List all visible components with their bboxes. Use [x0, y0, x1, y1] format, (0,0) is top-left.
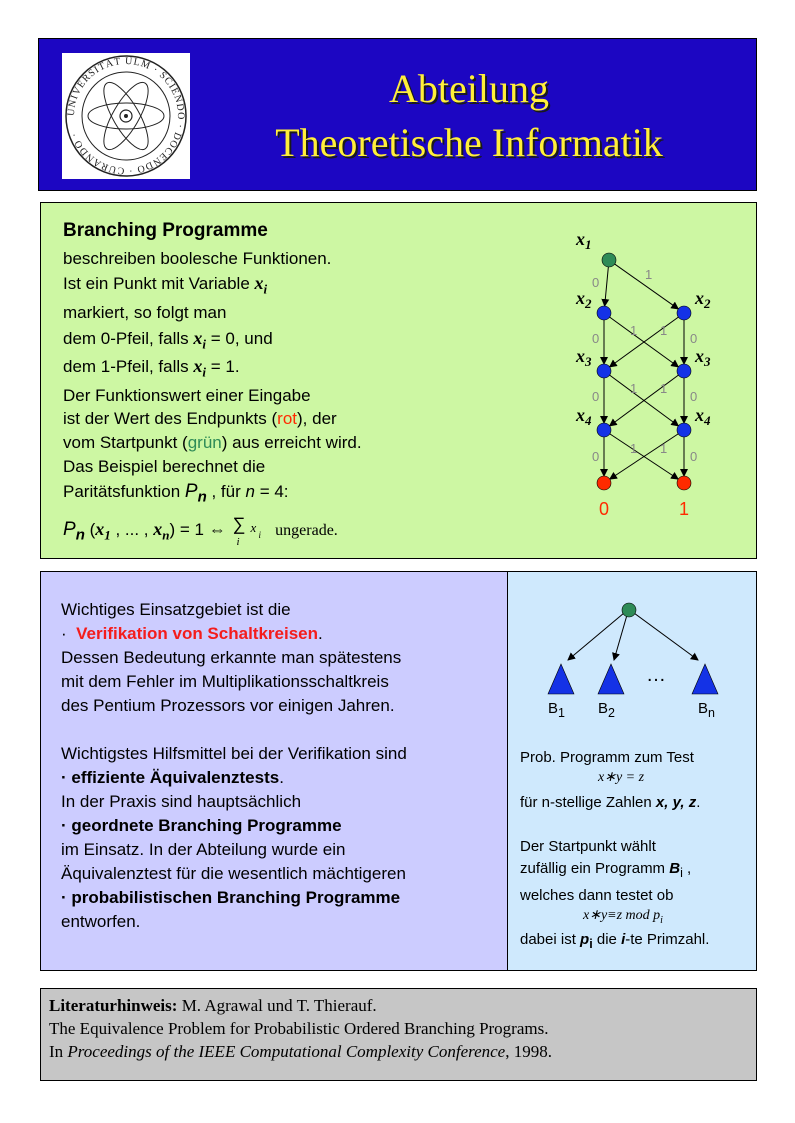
variable-label: $x_2$ — [695, 288, 711, 311]
edge-label: 1 — [660, 323, 668, 338]
text-line: markiert, so folgt man — [63, 303, 227, 322]
text-line — [63, 356, 240, 382]
university-logo — [62, 53, 190, 179]
text-line: Dessen Bedeutung erkannte man spätestens — [61, 648, 402, 667]
equation — [583, 907, 663, 930]
text-sub: i — [589, 937, 593, 951]
edge-label: 0 — [690, 389, 698, 404]
variable-node — [597, 423, 611, 437]
math-var: P — [184, 481, 198, 502]
variable-label: $x_3$ — [576, 346, 592, 369]
text-span: p — [580, 931, 590, 948]
text-span: ) = 1 ⇔ — [169, 520, 231, 539]
math-sub: n — [197, 488, 207, 506]
text-span: für n-stellige Zahlen — [520, 794, 656, 811]
highlight-term: Verifikation von Schaltkreisen — [76, 624, 318, 643]
math-var: x — [153, 519, 163, 539]
text-line: Das Beispiel berechnet die — [63, 457, 266, 476]
math-var: x — [254, 273, 264, 293]
edge-label: 1 — [630, 323, 638, 338]
university-seal-icon — [62, 53, 190, 179]
end-node-1 — [677, 476, 691, 490]
sum-index: i — [236, 536, 240, 548]
text-sub: i — [680, 866, 683, 880]
text-line — [63, 328, 273, 354]
text-span: . — [696, 794, 701, 811]
math-sub: i — [202, 336, 207, 352]
subprogram-triangle — [548, 664, 574, 694]
text-span: , ... , — [110, 520, 154, 539]
output-label: 0 — [598, 499, 610, 519]
sum-x-index: i — [258, 530, 261, 540]
text-span: , 1998. — [505, 1042, 552, 1061]
text-span: zufällig ein Programm — [520, 860, 670, 877]
text-span: B — [548, 700, 559, 717]
text-line: Prob. Programm zum Test — [520, 749, 694, 766]
math-var: P — [63, 519, 76, 540]
text-span: x∗y≡z mod p — [583, 908, 661, 923]
text-span: , — [682, 860, 692, 877]
variable-label: $x_3$ — [695, 346, 711, 369]
probabilistic-program-section — [507, 571, 757, 971]
bold-term: · effiziente Äquivalenztests — [61, 768, 280, 787]
subprogram-triangle — [598, 664, 624, 694]
text-line: Wichtigstes Hilfsmittel bei der Verifikation sind — [61, 744, 407, 763]
edge-label: 0 — [592, 275, 600, 290]
text-span: Paritätsfunktion — [63, 482, 185, 501]
text-line: beschreiben boolesche Funktionen. — [63, 249, 332, 268]
text-sub: n — [708, 706, 715, 720]
text-line: entworfen. — [61, 912, 141, 931]
reference-line — [49, 995, 377, 1017]
text-line — [520, 860, 691, 882]
text-line: des Pentium Prozessors vor einigen Jahren. — [61, 696, 395, 715]
text-span: i — [621, 931, 626, 948]
text-line — [63, 273, 267, 299]
sum-symbol — [230, 514, 270, 548]
title-line-1: Abteilung — [389, 66, 549, 111]
title-line-2: Theoretische Informatik — [275, 120, 663, 165]
text-span: = 1. — [206, 357, 240, 376]
bold-term: · geordnete Branching Programme — [61, 816, 342, 835]
text-line: mit dem Fehler im Multiplikationsschaltkreis — [61, 672, 389, 691]
text-span: B — [669, 860, 681, 877]
output-label: 1 — [678, 499, 690, 519]
text-line: Der Funktionswert einer Eingabe — [63, 386, 311, 405]
text-line: Wichtiges Einsatzgebiet ist die — [61, 600, 291, 619]
text-sub: 1 — [558, 706, 565, 720]
variable-node — [677, 364, 691, 378]
bold-term: · probabilistischen Branching Programme — [61, 888, 401, 907]
probabilistic-tree-diagram — [508, 572, 758, 722]
variable-label: $x_1$ — [576, 229, 592, 252]
text-sub: i — [660, 914, 663, 926]
text-span: dabei ist — [520, 931, 581, 948]
literature-reference — [40, 988, 757, 1081]
formula-line — [63, 514, 338, 548]
text-line — [61, 624, 323, 644]
edge-label: 0 — [592, 331, 600, 346]
edge-0 — [605, 267, 609, 306]
text-span: dem 1-Pfeil, falls — [63, 357, 194, 376]
text-span: ), der — [297, 409, 337, 428]
edge-label: 1 — [645, 267, 653, 282]
program-label — [548, 700, 565, 720]
text-line — [520, 931, 709, 953]
text-span: vom Startpunkt ( — [63, 433, 188, 452]
math-sub: i — [263, 281, 268, 297]
math-sub: 1 — [104, 527, 111, 543]
svg-text:UNIVERSITÄT ULM · SCIENDO · DO: UNIVERSITÄT ULM · SCIENDO · DOCENDO · CURANDO · — [65, 55, 187, 177]
text-line — [61, 768, 284, 788]
text-span: = 0, und — [206, 329, 273, 348]
text-span: . — [318, 624, 323, 643]
variable-label: $x_4$ — [576, 405, 592, 428]
edge-label: 0 — [592, 389, 600, 404]
variable-node — [677, 423, 691, 437]
bullet: · — [61, 624, 67, 643]
text-line: Der Startpunkt wählt — [520, 838, 656, 855]
text-line — [520, 794, 700, 812]
text-line — [63, 482, 289, 507]
branching-programme-section — [40, 202, 757, 559]
math-var: x — [95, 519, 105, 539]
math-var: n — [245, 482, 255, 501]
end-node-0 — [597, 476, 611, 490]
text-line: im Einsatz. In der Abteilung wurde ein — [61, 840, 346, 859]
text-line — [63, 409, 337, 429]
ellipsis: … — [646, 664, 666, 686]
text-span: -te Primzahl. — [625, 931, 710, 948]
text-span: In — [49, 1042, 68, 1061]
text-span: ) aus erreicht wird. — [221, 433, 362, 452]
math-sub: n — [162, 527, 170, 543]
edge-label: 0 — [592, 449, 600, 464]
subprogram-triangle — [692, 664, 718, 694]
text-line — [63, 433, 362, 453]
variable-node — [597, 306, 611, 320]
text-span: B — [698, 700, 709, 717]
start-node — [622, 603, 636, 617]
sum-sign: ∑ — [232, 514, 246, 534]
text-span: . — [279, 768, 284, 787]
edge-label: 1 — [660, 381, 668, 396]
sum-x: x — [250, 520, 257, 535]
text-span: Ist ein Punkt mit Variable — [63, 274, 255, 293]
section-heading: Branching Programme — [63, 220, 268, 241]
edge-label: 1 — [630, 441, 638, 456]
green-word: grün — [187, 433, 222, 452]
text-span: = 4: — [254, 482, 289, 501]
start-node — [602, 253, 616, 267]
equation: x∗y = z — [598, 770, 645, 785]
edge-label: 1 — [630, 381, 638, 396]
text-span: dem 0-Pfeil, falls — [63, 329, 194, 348]
text-span: Proceedings of the IEEE Computational Complexity Conference — [67, 1042, 506, 1061]
red-word: rot — [277, 409, 298, 428]
reference-authors: M. Agrawal und T. Thierauf. — [177, 996, 377, 1015]
branching-program-diagram — [526, 225, 711, 525]
reference-label: Literaturhinweis: — [49, 996, 178, 1015]
variable-node — [677, 306, 691, 320]
math-var: x — [193, 356, 203, 376]
program-label — [698, 700, 715, 720]
header-banner — [38, 38, 757, 191]
text-span: x, y, z — [655, 794, 697, 811]
edge-label: 0 — [690, 449, 698, 464]
text-span: ist der Wert des Endpunkts ( — [63, 409, 278, 428]
text-sub: 2 — [608, 706, 615, 720]
reference-title: The Equivalence Problem for Probabilistic Ordered Branching Programs. — [49, 1019, 549, 1038]
edge-label: 1 — [660, 441, 668, 456]
variable-label: $x_4$ — [695, 405, 711, 428]
reference-venue — [49, 1041, 552, 1063]
math-sub: n — [75, 526, 85, 544]
variable-node — [597, 364, 611, 378]
text-span: , für — [206, 482, 246, 501]
odd-label: ungerade. — [275, 522, 338, 539]
math-sub: i — [202, 364, 207, 380]
text-line: welches dann testet ob — [520, 887, 674, 904]
text-line: Äquivalenztest für die wesentlich mächtigeren — [61, 864, 406, 883]
variable-label: $x_2$ — [576, 288, 592, 311]
edge-label: 0 — [690, 331, 698, 346]
text-span: B — [598, 700, 609, 717]
text-span: die — [592, 931, 622, 948]
text-span: ( — [84, 520, 96, 539]
application-section — [40, 571, 508, 971]
math-var: x — [193, 328, 203, 348]
text-line: In der Praxis sind hauptsächlich — [61, 792, 302, 811]
program-label — [598, 700, 615, 720]
